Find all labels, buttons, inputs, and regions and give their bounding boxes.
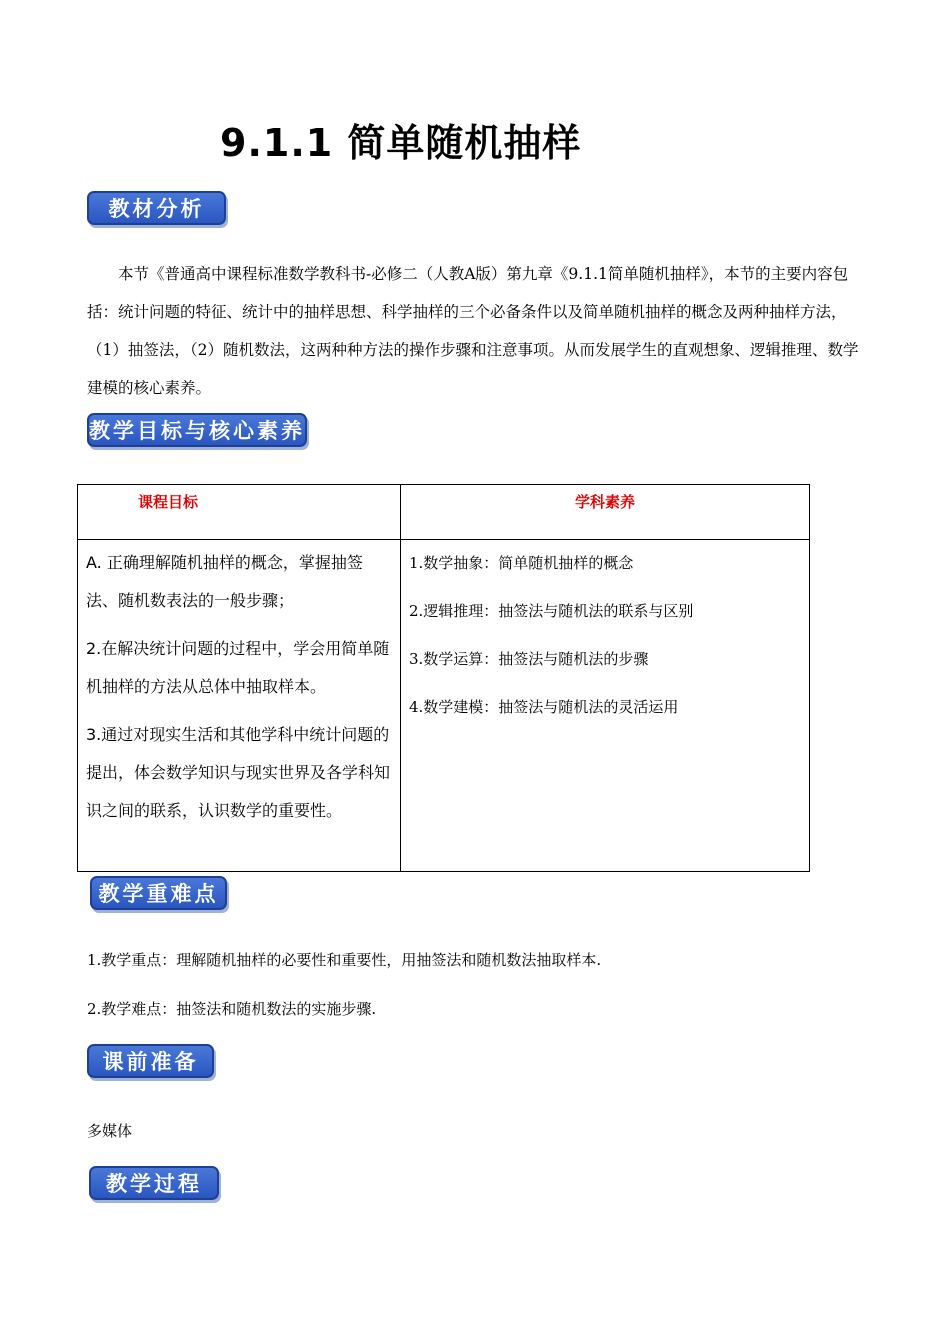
literacy-item: 4.数学建模：抽签法与随机法的灵活运用	[409, 698, 679, 716]
preparation-text: 多媒体	[87, 1122, 133, 1140]
goal-item: 3.通过对现实生活和其他学科中统计问题的提出，体会数学知识与现实世界及各学科知识之间的联系，认识数学的重要性。	[86, 725, 391, 820]
section-badge-preparation: 课前准备	[87, 1044, 214, 1078]
section-badge-analysis: 教材分析	[87, 191, 226, 225]
header-subject-literacy: 学科素养	[401, 485, 810, 540]
literacy-item: 1.数学抽象：简单随机抽样的概念	[409, 554, 634, 572]
key-point-item: 2.教学难点：抽签法和随机数法的实施步骤.	[87, 1000, 377, 1018]
key-point-item: 1.教学重点：理解随机抽样的必要性和重要性，用抽签法和随机数法抽取样本.	[87, 951, 602, 969]
section-badge-key-points: 教学重难点	[90, 876, 227, 910]
header-course-goals: 课程目标	[78, 485, 401, 540]
goal-item: A. 正确理解随机抽样的概念，掌握抽签法、随机数表法的一般步骤；	[86, 553, 363, 610]
literacy-item: 3.数学运算：抽签法与随机法的步骤	[409, 650, 649, 668]
literacy-item: 2.逻辑推理：抽签法与随机法的联系与区别	[409, 602, 694, 620]
section-badge-process: 教学过程	[89, 1166, 219, 1200]
objectives-table	[77, 484, 810, 872]
analysis-paragraph: 本节《普通高中课程标准数学教科书-必修二（人教A版）第九章《9.1.1简单随机抽样》，本节的主要内容包括：统计问题的特征、统计中的抽样思想、科学抽样的三个必备条件以及简单随机抽样的概念及两种抽样方法，（1）抽签法，（2）随机数法，这两种种方法的操作步骤和注意事项。从而发展学生的直观想象、逻辑推理、数学建模的核心素养。	[87, 265, 859, 397]
table-row	[78, 540, 810, 872]
page-title: 9.1.1 简单随机抽样	[220, 121, 582, 165]
literacy-cell	[401, 540, 810, 872]
table-header-row	[78, 485, 810, 540]
goal-item: 2.在解决统计问题的过程中，学会用简单随机抽样的方法从总体中抽取样本。	[86, 639, 390, 696]
goals-cell	[78, 540, 401, 872]
section-badge-objectives: 教学目标与核心素养	[87, 413, 307, 447]
